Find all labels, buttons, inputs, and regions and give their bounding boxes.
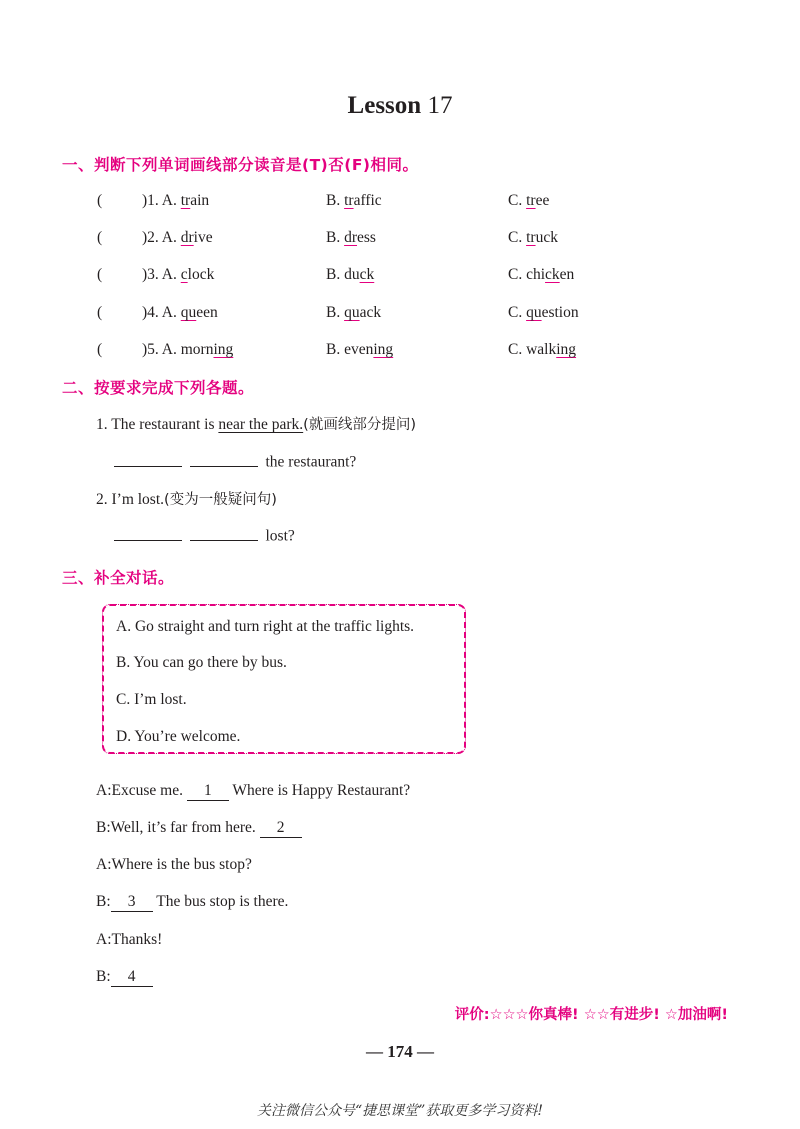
page-number: — 174 — — [366, 1042, 434, 1061]
footer-note: 关注微信公众号“捷思课堂”获取更多学习资料! — [257, 1103, 543, 1119]
option-b: B. You can go there by bus. — [116, 654, 287, 671]
speaker: B: — [96, 968, 111, 985]
underlined-letters: ing — [213, 341, 234, 358]
option-a: A. Go straight and turn right at the traffic lights. — [116, 618, 415, 635]
speaker: A: — [96, 782, 112, 799]
judge-row — [0, 304, 800, 326]
item-number: )3. A. clock — [142, 266, 215, 283]
section-2-heading: 二、按要求完成下列各题。 — [62, 379, 255, 397]
option-d: D. You’re welcome. — [116, 728, 241, 745]
speaker: B: — [96, 819, 111, 836]
options-box — [102, 604, 466, 754]
option-c-word: C. chicken — [508, 266, 575, 283]
underlined-phrase: near the park. — [218, 416, 304, 433]
dialogue-blank[interactable]: 2 — [260, 819, 302, 838]
answer-paren[interactable]: ( — [97, 304, 103, 321]
option-c-word: C. walking — [508, 341, 577, 358]
section-1-heading: 一、判断下列单词画线部分读音是(T)否(F)相同。 — [62, 156, 419, 174]
dialogue-line: B:Well, it’s far from here. 2 — [96, 819, 302, 838]
dialogue-line — [96, 968, 153, 987]
evaluation-line: 评价:☆☆☆你真棒! ☆☆有进步! ☆加油啊! — [454, 1007, 728, 1023]
option-c-word: C. question — [508, 304, 579, 321]
answer-line-2-1: the restaurant? — [114, 451, 356, 472]
underlined-letters: ck — [545, 266, 560, 283]
judge-row — [0, 266, 800, 288]
underlined-letters: tr — [180, 192, 191, 209]
underlined-letters: ing — [556, 341, 577, 358]
dialogue-blank[interactable]: 4 — [111, 968, 153, 987]
answer-paren[interactable]: ( — [97, 229, 103, 246]
underlined-letters: dr — [344, 229, 358, 246]
option-c-word: C. truck — [508, 229, 558, 246]
dialogue-line: B: 3 The bus stop is there. — [96, 893, 289, 910]
item-number: )1. A. train — [142, 192, 210, 209]
speaker: A: — [96, 856, 112, 873]
option-b-word: B. duck — [326, 266, 375, 283]
judge-row — [0, 192, 800, 214]
underlined-letters: ck — [359, 266, 375, 283]
page-title: Lesson 17 — [347, 92, 453, 119]
answer-blank[interactable] — [190, 525, 258, 541]
underlined-letters: tr — [344, 192, 354, 209]
underlined-letters: ing — [373, 341, 394, 358]
answer-paren[interactable]: ( — [97, 192, 103, 209]
question-2-1: 1. The restaurant is near the park.(就画线部分提问) — [96, 416, 416, 433]
item-number: )5. A. morning — [142, 341, 234, 358]
underlined-letters: tr — [526, 192, 536, 209]
dialogue-line: A:Thanks! — [96, 931, 163, 948]
judge-row — [0, 229, 800, 251]
option-b-word: B. dress — [326, 229, 376, 246]
underlined-letters: tr — [526, 229, 536, 246]
question-2-2: 2. I’m lost.(变为一般疑问句) — [96, 491, 277, 508]
dialogue-blank[interactable]: 1 — [187, 782, 229, 801]
speaker: A: — [96, 931, 112, 948]
answer-paren[interactable]: ( — [97, 341, 103, 358]
answer-line-2-2: lost? — [114, 525, 295, 546]
underlined-letters: qu — [344, 304, 360, 321]
dialogue-line: A:Excuse me. 1 Where is Happy Restaurant? — [96, 782, 411, 799]
item-number: )2. A. drive — [142, 229, 213, 246]
option-b-word: B. traffic — [326, 192, 382, 209]
option-c: C. I’m lost. — [116, 691, 187, 708]
answer-blank[interactable] — [114, 451, 182, 467]
answer-paren[interactable]: ( — [97, 266, 103, 283]
underlined-letters: dr — [180, 229, 194, 246]
answer-blank[interactable] — [190, 451, 258, 467]
option-b-word: B. quack — [326, 304, 382, 321]
answer-blank[interactable] — [114, 525, 182, 541]
underlined-letters: qu — [526, 304, 542, 321]
option-c-word: C. tree — [508, 192, 550, 209]
item-number: )4. A. queen — [142, 304, 218, 321]
section-3-heading: 三、补全对话。 — [62, 569, 175, 587]
underlined-letters: qu — [180, 304, 197, 321]
dialogue-blank[interactable]: 3 — [111, 893, 153, 912]
judge-row — [0, 341, 800, 363]
option-b-word: B. evening — [326, 341, 394, 358]
speaker: B: — [96, 893, 111, 910]
underlined-letters: c — [180, 266, 188, 283]
dialogue-line: A:Where is the bus stop? — [96, 856, 252, 873]
